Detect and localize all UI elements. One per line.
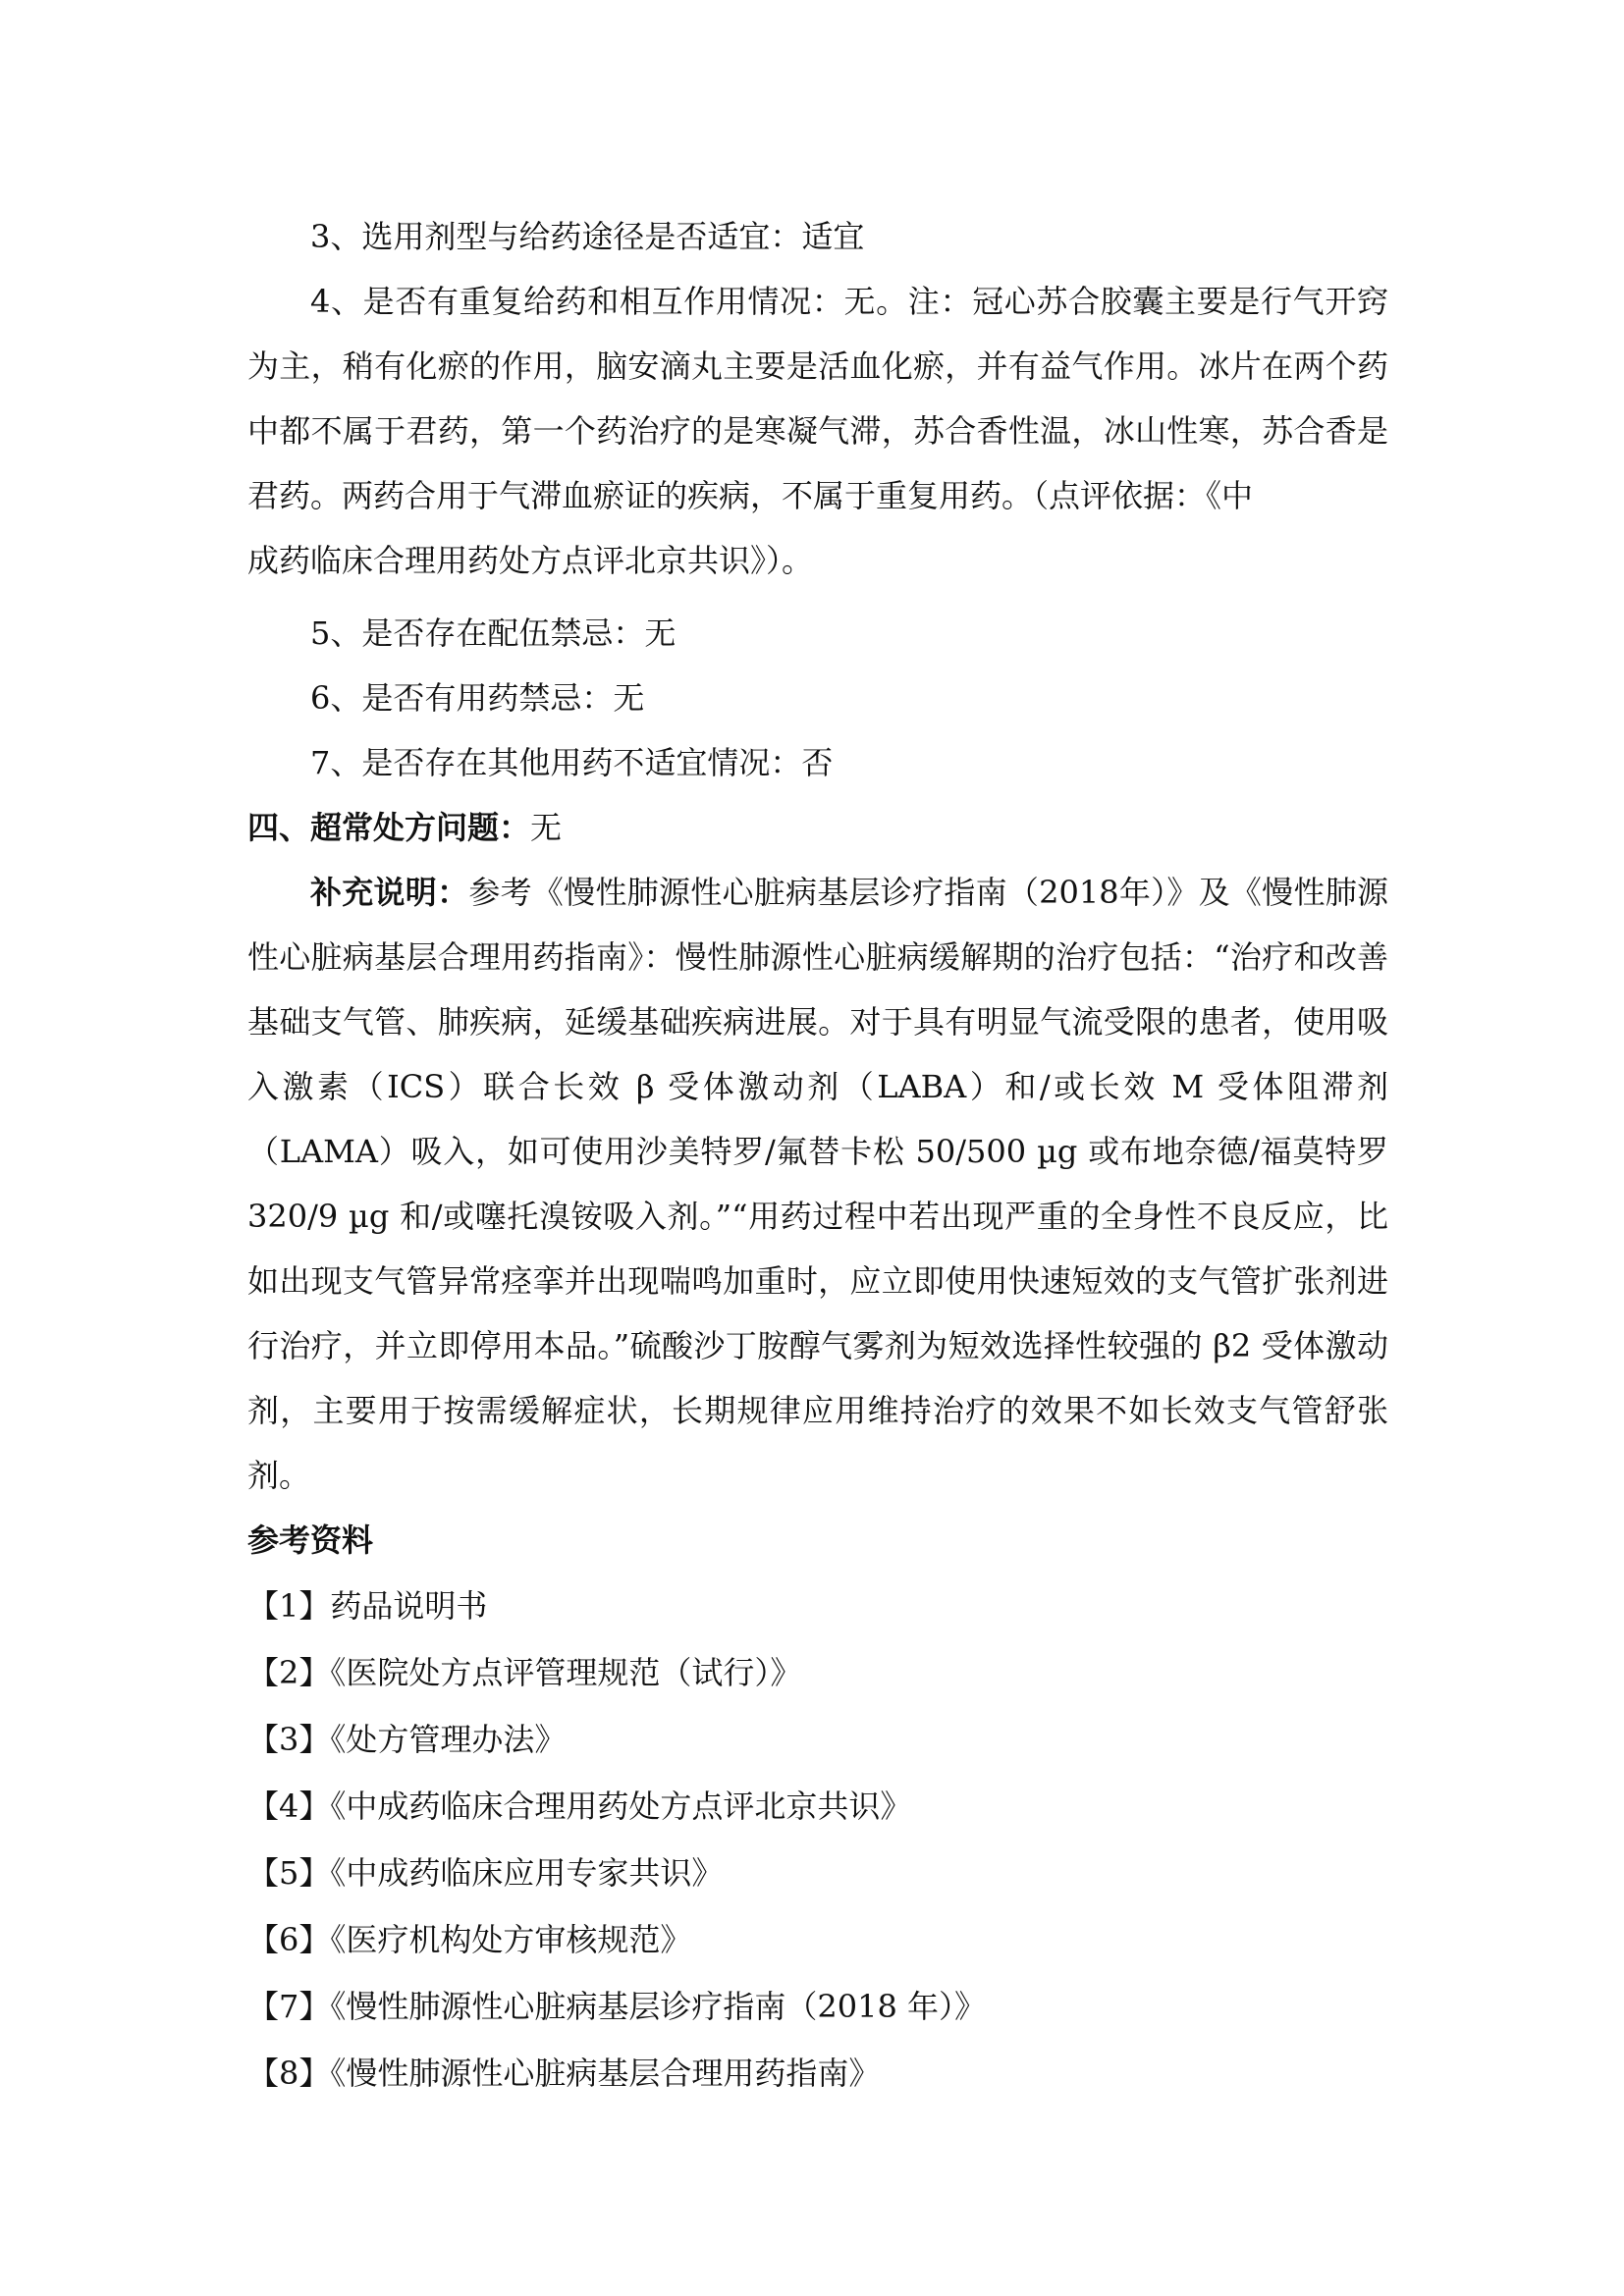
- item-4: 4、是否有重复给药和相互作用情况：无。注：冠心苏合胶囊主要是行气开窍为主，稍有化瘀的作用，脑安滴丸主要是活血化瘀，并有益气作用。冰片在两个药中都不属于君药，第一个药治疗的是寒凝气滞，苏合香性温，冰山性寒，苏合香是君药。两药合用于气滞血瘀证的疾病，不属于重复用药。（点评依据：《中: [247, 283, 1388, 514]
- item-6: 6、是否有用药禁忌：无: [310, 679, 645, 717]
- section-4-heading: [247, 795, 1388, 860]
- reference-item-7: 【7】《慢性肺源性心脏病基层诊疗指南（2018 年）》: [247, 1988, 986, 2025]
- reference-item-4: 【4】《中成药临床合理用药处方点评北京共识》: [247, 1788, 912, 1825]
- reference-item-2: 【2】《医院处方点评管理规范（试行）》: [247, 1654, 802, 1691]
- reference-item-3: 【3】《处方管理办法》: [247, 1721, 567, 1758]
- document-body: [247, 204, 1388, 2107]
- item-4-continued: 成药临床合理用药处方点评北京共识》）。: [247, 542, 814, 579]
- section-4-label: 四、超常处方问题：: [247, 809, 531, 846]
- reference-item-8: 【8】《慢性肺源性心脏病基层合理用药指南》: [247, 2055, 881, 2092]
- supplement-paragraph: [247, 860, 1388, 1508]
- references-list: [247, 1573, 1388, 2107]
- supplement-text: 参考《慢性肺源性心脏病基层诊疗指南（2018年）》及《慢性肺源性心脏病基层合理用药指南》：慢性肺源性心脏病缓解期的治疗包括：“治疗和改善基础支气管、肺疾病，延缓基础疾病进展。对于具有明显气流受限的患者，使用吸入激素（ICS）联合长效 β 受体激动剂（LABA）和/或长效 M 受体阻滞剂（LAMA）吸入，如可使用沙美特罗/氟替卡松 50/500 µg 或布地奈德/福莫特罗 320/9 µg 和/或噻托溴铵吸入剂。”“用药过程中若出现严重的全身性不良反应，比如出现支气管异常痉挛并出现喘鸣加重时，应立即使用快速短效的支气管扩张剂进行治疗，并立即停用本品。”硫酸沙丁胺醇气雾剂为短效选择性较强的 β2 受体激动剂，主要用于按需缓解症状，长期规律应用维持治疗的效果不如长效支气管舒张剂。: [247, 874, 1388, 1494]
- item-3: 3、选用剂型与给药途径是否适宜：适宜: [310, 218, 865, 255]
- item-7: 7、是否存在其他用药不适宜情况：否: [310, 744, 834, 781]
- reference-item-5: 【5】《中成药临床应用专家共识》: [247, 1854, 724, 1892]
- section-4-value: 无: [530, 809, 563, 846]
- supplement-label: 补充说明：: [310, 874, 469, 911]
- item-5: 5、是否存在配伍禁忌：无: [310, 614, 677, 652]
- reference-item-6: 【6】《医疗机构处方审核规范》: [247, 1921, 692, 1958]
- references-title: 参考资料: [247, 1522, 374, 1559]
- reference-item-1: 【1】药品说明书: [247, 1587, 488, 1625]
